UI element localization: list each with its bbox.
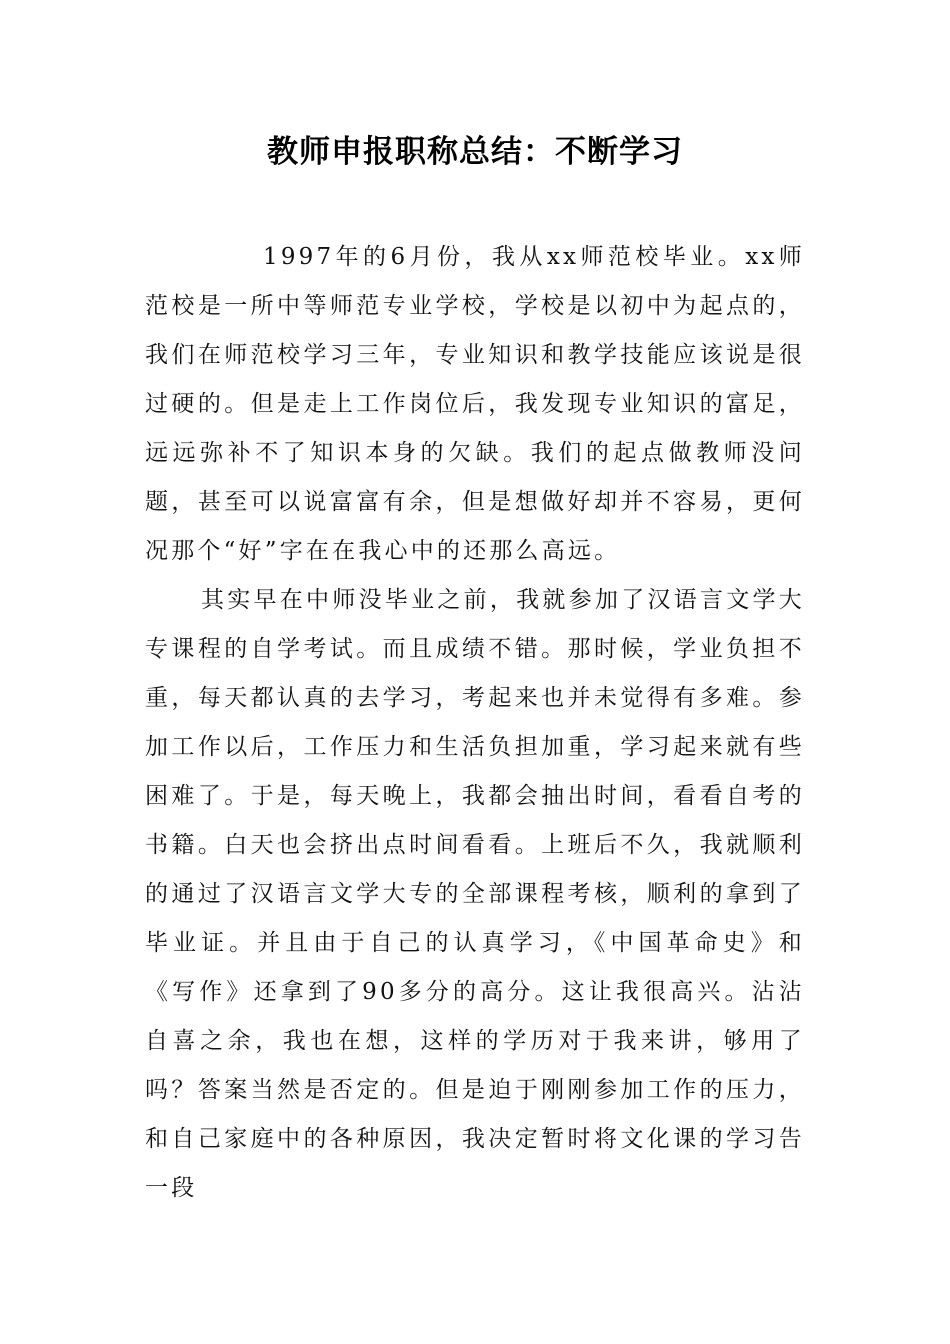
document-title: 教师申报职称总结：不断学习 (267, 134, 683, 170)
document-body (145, 233, 805, 1213)
paragraph-2: 其实早在中师没毕业之前，我就参加了汉语言文学大专课程的自学考试。而且成绩不错。那时候，学业负担不重，每天都认真的去学习，考起来也并未觉得有多难。参加工作以后，工作压力和生活负担加重，学习起来就有些困难了。于是，每天晚上，我都会抽出时间，看看自考的书籍。白天也会挤出点时间看看。上班后不久，我就顺利的通过了汉语言文学大专的全部课程考核，顺利的拿到了毕业证。并且由于自己的认真学习，《中国革命史》和《写作》还拿到了90多分的高分。这让我很高兴。沾沾自喜之余，我也在想，这样的学历对于我来讲，够用了吗？答案当然是否定的。但是迫于刚刚参加工作的压力，和自己家庭中的各种原因，我决定暂时将文化课的学习告一段 (145, 587, 805, 1201)
paragraph-1: 1997年的6月份，我从xx师范校毕业。xx师范校是一所中等师范专业学校，学校是以初中为起点的，我们在师范校学习三年，专业知识和教学技能应该说是很过硬的。但是走上工作岗位后，我发现专业知识的富足，远远弥补不了知识本身的欠缺。我们的起点做教师没问题，甚至可以说富富有余，但是想做好却并不容易，更何况那个“好”字在在我心中的还那么高远。 (145, 244, 805, 564)
